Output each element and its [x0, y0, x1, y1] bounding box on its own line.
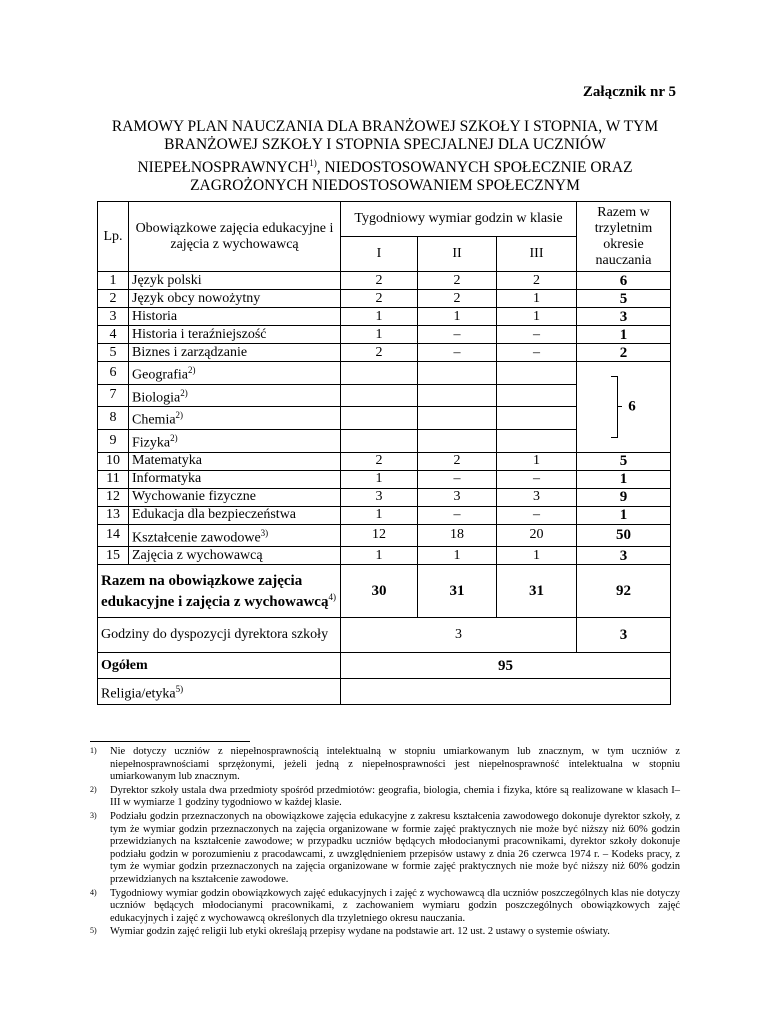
footnote-text: Nie dotyczy uczniów z niepełnosprawnością intelektualną w stopniu umiarkowanym lub znacznym, w tym uczniów z niepełnosprawnościami sprzężonymi, jeżeli jedną z niepełnosprawności jest niepełnosprawność intelektualna w stopniu umiarkowanym lub znacznym. [110, 746, 680, 783]
row-c3: 1 [497, 290, 577, 308]
row-c1: 2 [341, 344, 418, 362]
row-subject [129, 407, 341, 430]
row-lp: 6 [98, 362, 129, 385]
footnote [90, 888, 680, 926]
table-row [98, 344, 671, 362]
row-lp: 11 [98, 470, 129, 488]
religion-label-text: Religia/etyka [101, 686, 176, 702]
row-total: 1 [577, 470, 671, 488]
row-c3-empty [497, 407, 577, 430]
footnote-number: 3) [90, 810, 97, 820]
row-c2: – [418, 326, 497, 344]
director-total: 3 [577, 618, 671, 653]
row-lp: 3 [98, 308, 129, 326]
header-class-3: III [497, 237, 577, 272]
document-title [100, 118, 670, 195]
footnote-text: Tygodniowy wymiar godzin obowiązkowych zajęć edukacyjnych i zajęć z wychowawcą dla uczniów poszczególnych klas nie dotyczy uczniów będących młodocianymi pracownikami, z zachowaniem wymiaru godzin poszczególnych obowiązkowych zajęć edukacyjnych i zajęć z wychowawcą określonych dla trzyletniego okresu nauczania. [110, 887, 680, 924]
row-c2: – [418, 506, 497, 524]
row-lp: 9 [98, 429, 129, 452]
row-c2-empty [418, 429, 497, 452]
row-lp: 2 [98, 290, 129, 308]
table-row [98, 547, 671, 565]
row-subject [129, 362, 341, 385]
row-c1-empty [341, 384, 418, 407]
row-c1: 2 [341, 452, 418, 470]
row-subject [129, 524, 341, 547]
row-c2: 2 [418, 452, 497, 470]
header-subject: Obowiązkowe zajęcia edukacyjne i zajęcia z wychowawcą [129, 202, 341, 272]
sum-c1: 30 [341, 565, 418, 618]
row-total: 1 [577, 326, 671, 344]
table-row [98, 470, 671, 488]
table-row [98, 308, 671, 326]
row-total: 5 [577, 452, 671, 470]
row-total: 9 [577, 488, 671, 506]
overall-value: 95 [341, 653, 671, 679]
row-c1: 1 [341, 547, 418, 565]
row-subject-name: Informatyka [132, 471, 202, 487]
header-weekly: Tygodniowy wymiar godzin w klasie [341, 202, 577, 237]
row-c2: – [418, 470, 497, 488]
row-c3: – [497, 506, 577, 524]
footnote-text: Wymiar godzin zajęć religii lub etyki określają przepisy wydane na podstawie art. 12 ust. 2 ustawy o systemie oświaty. [110, 926, 610, 938]
table-row [98, 326, 671, 344]
row-c3: 1 [497, 452, 577, 470]
director-value: 3 [341, 618, 577, 653]
religion-row [98, 679, 671, 705]
row-c2-empty [418, 362, 497, 385]
table-row [98, 506, 671, 524]
row-subject-name: Matematyka [132, 453, 202, 469]
row-total: 3 [577, 308, 671, 326]
row-c2: 2 [418, 272, 497, 290]
footnote [90, 785, 680, 810]
row-c2-empty [418, 384, 497, 407]
footnote-text: Dyrektor szkoły ustala dwa przedmioty spośród przedmiotów: geografia, biologia, chemia i fizyka, które są realizowane w klasach I–III w wymiarze 1 godziny tygodniowo w każdej klasie. [110, 784, 680, 809]
table-row [98, 488, 671, 506]
overall-label: Ogółem [98, 653, 341, 679]
row-c2: 1 [418, 547, 497, 565]
row-subject [129, 470, 341, 488]
footnotes [90, 746, 680, 940]
director-label: Godziny do dyspozycji dyrektora szkoły [98, 618, 341, 653]
group-total-value: 6 [628, 398, 636, 415]
row-subject [129, 344, 341, 362]
header-class-2: II [418, 237, 497, 272]
row-subject [129, 488, 341, 506]
row-lp: 10 [98, 452, 129, 470]
sum-total: 92 [577, 565, 671, 618]
religion-label [98, 679, 341, 705]
row-total: 2 [577, 344, 671, 362]
row-lp: 12 [98, 488, 129, 506]
row-c3: – [497, 344, 577, 362]
row-c2: 3 [418, 488, 497, 506]
row-c3: – [497, 470, 577, 488]
row-c2: – [418, 344, 497, 362]
table-row [98, 362, 671, 385]
table-row [98, 272, 671, 290]
annex-label: Załącznik nr 5 [582, 84, 676, 100]
table-row [98, 524, 671, 547]
row-lp: 15 [98, 547, 129, 565]
row-c1: 12 [341, 524, 418, 547]
row-c2-empty [418, 407, 497, 430]
sum-row [98, 565, 671, 618]
footnote [90, 811, 680, 887]
teaching-plan-table [97, 201, 671, 705]
row-subject-name: Historia [132, 308, 178, 324]
row-c1-empty [341, 362, 418, 385]
row-lp: 5 [98, 344, 129, 362]
footnote-number: 2) [90, 784, 97, 794]
row-c2: 18 [418, 524, 497, 547]
row-total: 3 [577, 547, 671, 565]
header-total: Razem w trzyletnim okresie nauczania [577, 202, 671, 272]
row-lp: 1 [98, 272, 129, 290]
director-row [98, 618, 671, 653]
header-lp: Lp. [98, 202, 129, 272]
row-subject-name: Fizyka [132, 435, 171, 451]
religion-value-empty [341, 679, 671, 705]
sum-footnote-ref: 4) [328, 591, 336, 602]
table-row [98, 290, 671, 308]
sum-label [98, 565, 341, 618]
title-footnote-ref: 1) [309, 158, 317, 168]
table-row [98, 452, 671, 470]
title-part-1: RAMOWY PLAN NAUCZANIA DLA BRANŻOWEJ SZKOŁY I STOPNIA, W TYM BRANŻOWEJ SZKOŁY I STOPNIA SPECJALNEJ DLA UCZNIÓW NIEPEŁNOSPRAWNYCH [111, 118, 659, 177]
row-subject-name: Biznes i zarządzanie [132, 344, 248, 360]
row-c1: 1 [341, 326, 418, 344]
row-total: 5 [577, 290, 671, 308]
row-c1: 1 [341, 470, 418, 488]
row-lp: 7 [98, 384, 129, 407]
row-subject-name: Zajęcia z wychowawcą [132, 547, 263, 563]
row-c1: 1 [341, 308, 418, 326]
row-c1-empty [341, 407, 418, 430]
row-subject [129, 308, 341, 326]
row-lp: 8 [98, 407, 129, 430]
overall-row [98, 653, 671, 679]
row-total: 1 [577, 506, 671, 524]
row-footnote-ref: 3) [260, 527, 269, 538]
row-c1: 3 [341, 488, 418, 506]
row-footnote-ref: 2) [170, 432, 178, 443]
row-subject [129, 429, 341, 452]
sum-c3: 31 [497, 565, 577, 618]
title-part-2: , NIEDOSTOSOWANYCH SPOŁECZNIE ORAZ ZAGROŻONYCH NIEDOSTOSOWANIEM SPOŁECZNYM [190, 159, 633, 195]
row-c2: 2 [418, 290, 497, 308]
row-c3: 1 [497, 547, 577, 565]
row-c3: 3 [497, 488, 577, 506]
row-c3: 1 [497, 308, 577, 326]
row-subject [129, 506, 341, 524]
row-subject-name: Język polski [132, 272, 202, 288]
row-c3: – [497, 326, 577, 344]
row-subject-name: Chemia [132, 412, 176, 428]
sum-label-text: Razem na obowiązkowe zajęcia edukacyjne i zajęcia z wychowawcą [101, 572, 329, 610]
row-c3: 2 [497, 272, 577, 290]
footnote-separator [90, 741, 250, 742]
row-c3-empty [497, 362, 577, 385]
footnote-number: 1) [90, 746, 97, 755]
row-subject-name: Geografia [132, 367, 188, 383]
row-footnote-ref: 2) [175, 410, 184, 421]
row-lp: 4 [98, 326, 129, 344]
footnote-number: 4) [90, 887, 97, 897]
row-lp: 13 [98, 506, 129, 524]
row-total: 6 [577, 272, 671, 290]
row-c2: 1 [418, 308, 497, 326]
row-subject-name: Biologia [132, 390, 181, 406]
header-class-1: I [341, 237, 418, 272]
religion-footnote-ref: 5) [175, 683, 184, 694]
row-subject-name: Historia i teraźniejszość [132, 326, 267, 342]
row-subject [129, 290, 341, 308]
row-c1-empty [341, 429, 418, 452]
row-c1: 2 [341, 272, 418, 290]
row-subject-name: Edukacja dla bezpieczeństwa [132, 507, 297, 523]
row-total: 50 [577, 524, 671, 547]
group-total [577, 362, 671, 453]
row-subject [129, 452, 341, 470]
row-subject-name: Język obcy nowożytny [132, 290, 261, 306]
row-subject [129, 326, 341, 344]
row-c1: 2 [341, 290, 418, 308]
footnote [90, 746, 680, 784]
row-c1: 1 [341, 506, 418, 524]
row-subject-name: Kształcenie zawodowe [132, 530, 261, 546]
row-c3-empty [497, 384, 577, 407]
row-subject [129, 384, 341, 407]
brace [611, 376, 618, 438]
footnote [90, 926, 680, 939]
footnote-text: Podziału godzin przeznaczonych na obowiązkowe zajęcia edukacyjne z zakresu kształcenia zawodowego dokonuje dyrektor szkoły, z tym że wymiar godzin przeznaczonych na zajęcia organizowane w formie zajęć praktycznych nie może być niższy niż 60% godzin przewidzianych na kształcenie zawodowe; w przypadku uczniów będących młodocianymi pracownikami, dyrektor szkoły dokonuje podziału godzin w porozumieniu z pracodawcami, z uwzględnieniem przepisów ustawy z dnia 26 czerwca 1974 r. – Kodeks pracy, z tym że wymiar godzin przeznaczonych na zajęcia organizowane w formie zajęć praktycznych nie może być niższy niż 60% godzin przewidzianych na kształcenie zawodowe. [110, 810, 680, 885]
footnote-number: 5) [90, 926, 97, 936]
row-c3: 20 [497, 524, 577, 547]
row-c3-empty [497, 429, 577, 452]
row-subject [129, 547, 341, 565]
sum-c2: 31 [418, 565, 497, 618]
row-subject [129, 272, 341, 290]
row-lp: 14 [98, 524, 129, 547]
row-subject-name: Wychowanie fizyczne [132, 489, 256, 505]
row-footnote-ref: 2) [187, 365, 196, 375]
row-footnote-ref: 2) [180, 387, 188, 398]
